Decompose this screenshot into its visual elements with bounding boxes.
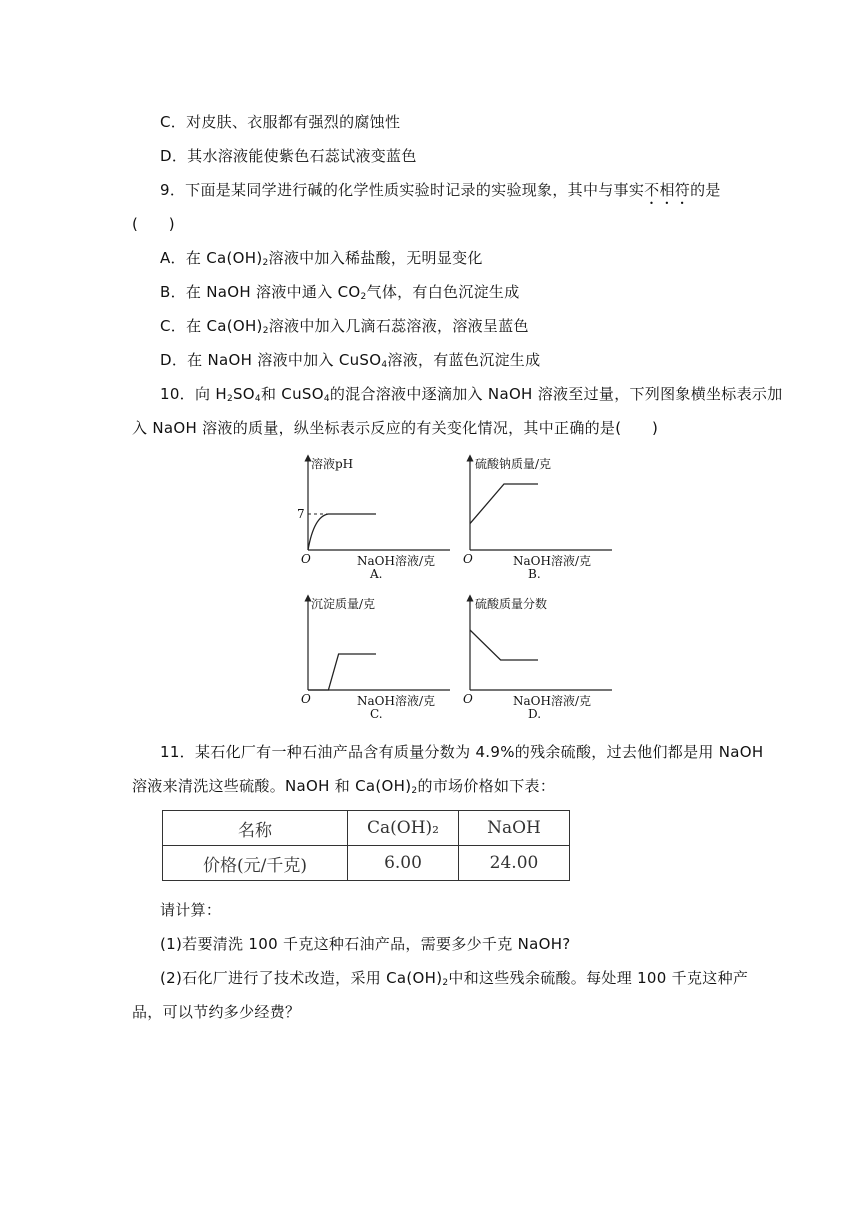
q9-option-c: C．在 $Ca(OH)_2$溶液中加入几滴石蕊溶液，溶液呈蓝色 (160, 317, 529, 336)
chart-d-label: D. (528, 707, 542, 721)
table-row (163, 846, 570, 881)
chart-c-origin: O (301, 692, 311, 706)
chart-a-label: A. (370, 567, 383, 581)
q10-stem-line2: 入 NaOH 溶液的质量，纵坐标表示反应的有关变化情况，其中正确的是( ) (132, 419, 659, 437)
chart-c-ylabel: 沉淀质量/克 (311, 597, 376, 611)
table-cell-price-label: 价格(元/千克) (163, 846, 348, 881)
q11-part-2-line2: 品，可以节约多少经费？ (132, 1003, 301, 1021)
chart-a-ytick-7: 7 (297, 507, 305, 521)
chart-b-xlabel: NaOH溶液/克 (513, 554, 592, 568)
chart-a-series-line (308, 514, 376, 550)
chart-c-xlabel: NaOH溶液/克 (357, 694, 436, 708)
chart-d-ylabel: 硫酸质量分数 (475, 597, 548, 611)
chart-d (462, 592, 622, 722)
table-cell-caoh2-price: 6.00 (348, 846, 459, 881)
chart-c-label: C. (370, 707, 383, 721)
chart-a-ylabel: 溶液pH (311, 457, 354, 471)
q8-option-d: D．其水溶液能使紫色石蕊试液变蓝色 (160, 147, 417, 165)
chart-c (300, 592, 460, 722)
chart-b-ylabel: 硫酸钠质量/克 (475, 457, 552, 471)
chart-b-label: B. (528, 567, 541, 581)
q11-stem-line1: 11．某石化厂有一种石油产品含有质量分数为 4.9%的残余硫酸，过去他们都是用 NaOH (160, 743, 764, 761)
table-header-name: 名称 (163, 811, 348, 846)
chart-c-series-line (308, 654, 376, 690)
chart-d-xlabel: NaOH溶液/克 (513, 694, 592, 708)
q11-calc-prompt: 请计算： (160, 901, 222, 919)
chart-d-series-line (470, 630, 538, 660)
q9-stem-emphasis: 不相符 (644, 181, 691, 199)
q11-stem-line2: 溶液来清洗这些硫酸。NaOH 和 $Ca(OH)_2$的市场价格如下表： (132, 777, 556, 796)
table-header-naoh: NaOH (459, 811, 570, 846)
q9-option-d: D．在 NaOH 溶液中加入 CuSO$_4$溶液，有蓝色沉淀生成 (160, 351, 541, 370)
table-row (163, 811, 570, 846)
q10-stem-line1: 10．向 $H_2SO_4$和 CuSO$_4$的混合溶液中逐滴加入 NaOH 溶液至过量，下列图象横坐标表示加 (160, 385, 783, 404)
chart-b-series-line (470, 484, 538, 524)
q11-part-1: (1)若要清洗 100 千克这种石油产品，需要多少千克 NaOH? (160, 935, 571, 953)
chart-b (462, 452, 622, 582)
chart-d-origin: O (463, 692, 473, 706)
q9-answer-paren: ( ) (132, 215, 175, 233)
chart-b-origin: O (463, 552, 473, 566)
chart-a-origin: O (301, 552, 311, 566)
q9-stem-text-end: 的是 (690, 181, 721, 199)
q9-option-a: A．在 $Ca(OH)_2$溶液中加入稀盐酸，无明显变化 (160, 249, 483, 268)
table-header-caoh2: Ca(OH)₂ (348, 811, 459, 846)
chart-a-xlabel: NaOH溶液/克 (357, 554, 436, 568)
table-cell-naoh-price: 24.00 (459, 846, 570, 881)
price-table (162, 810, 570, 881)
q9-stem (160, 180, 721, 208)
q9-option-b: B．在 NaOH 溶液中通入 $CO_2$气体，有白色沉淀生成 (160, 283, 520, 302)
q9-stem-text: 9．下面是某同学进行碱的化学性质实验时记录的实验现象，其中与事实 (160, 181, 645, 199)
q8-option-c: C．对皮肤、衣服都有强烈的腐蚀性 (160, 113, 401, 131)
q11-part-2-line1: (2)石化厂进行了技术改造，采用 $Ca(OH)_2$中和这些残余硫酸。每处理 100 千克这种产 (160, 969, 749, 988)
chart-a (297, 452, 460, 582)
